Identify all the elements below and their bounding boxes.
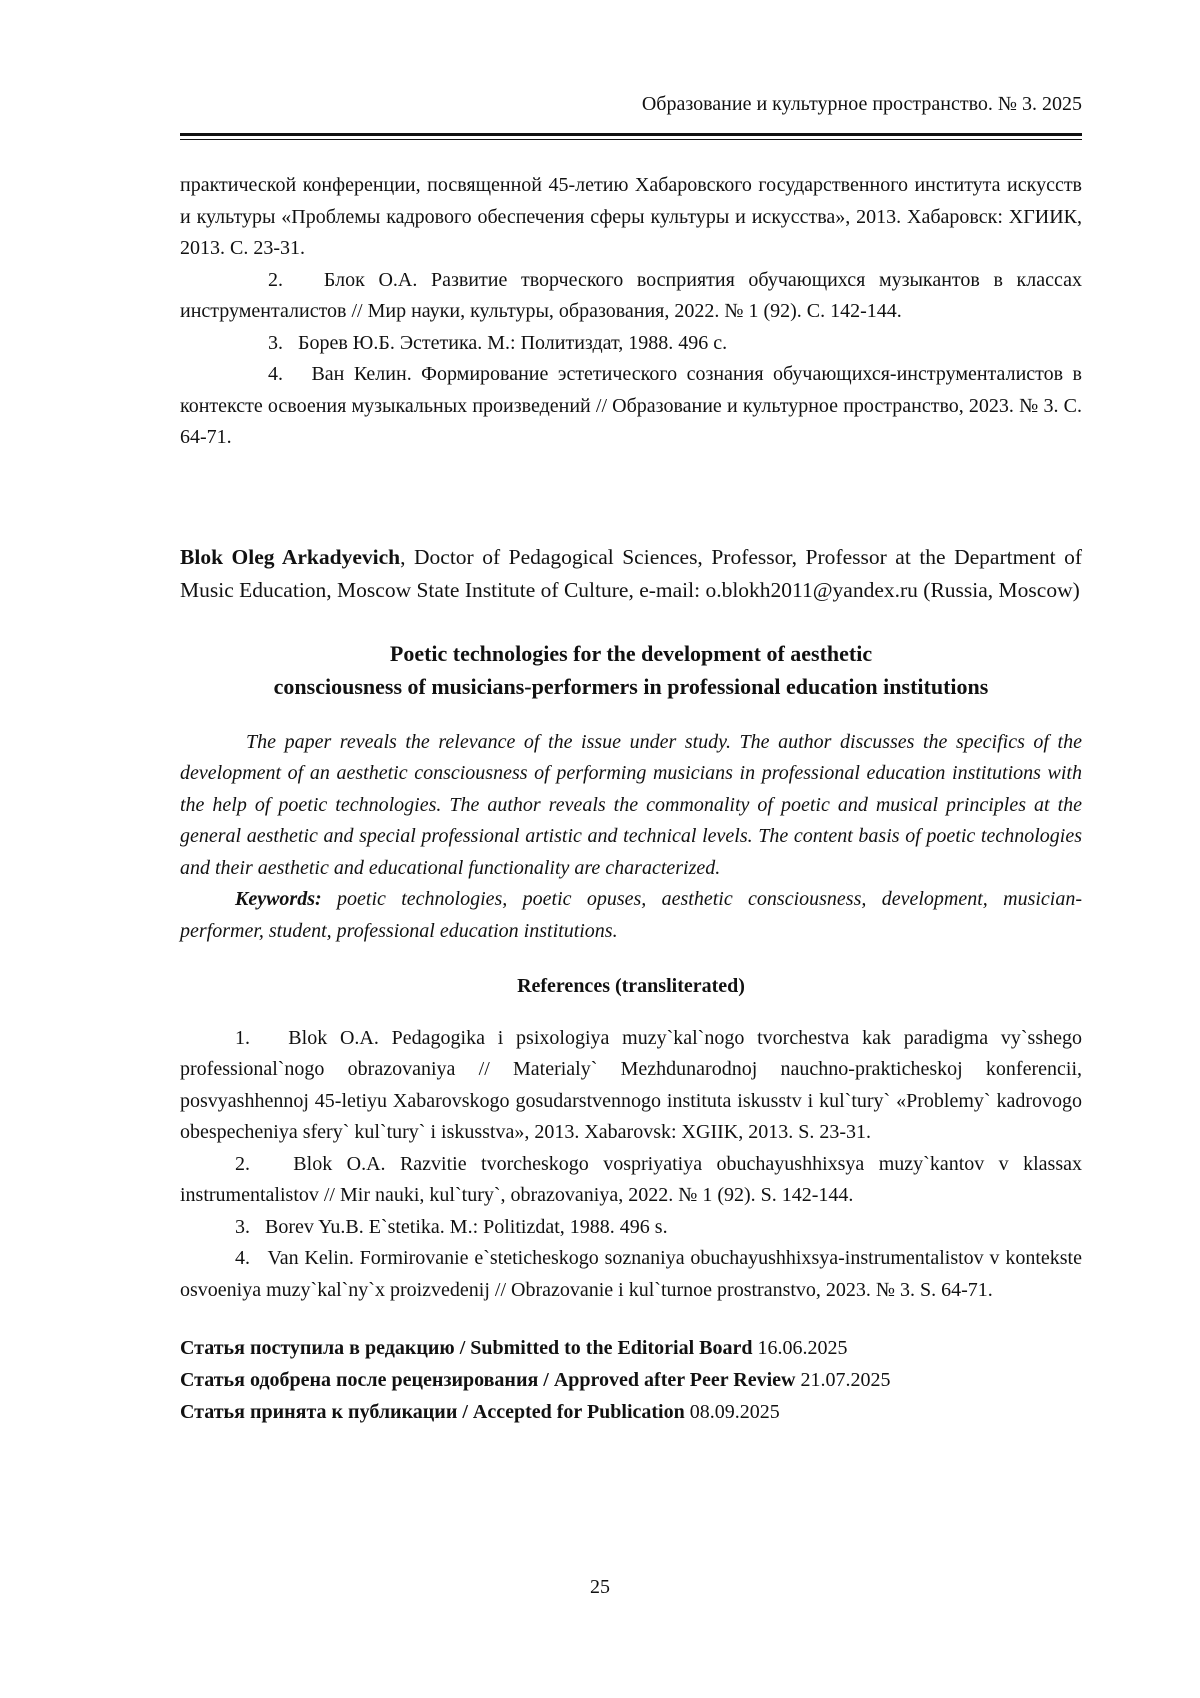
keywords-label: Keywords: (235, 888, 322, 910)
header-rule-thin (180, 139, 1082, 140)
reference-ru-item: 4. Ван Келин. Формирование эстетического сознания обучающихся-инструменталистов в контексте освоения музыкальных произведений // Образование и культурное пространство, 2023. № 3. С. 64-71. (180, 363, 1082, 448)
title-line-2: consciousness of musicians-performers in professional education institutions (273, 673, 989, 699)
date-approved (180, 1364, 1082, 1396)
submission-dates (180, 1332, 1082, 1428)
date-submitted (180, 1332, 1082, 1364)
title-line-1: Poetic technologies for the development of aesthetic (389, 640, 873, 666)
date-value: 16.06.2025 (752, 1337, 848, 1359)
abstract (180, 727, 1082, 948)
reference-ru-item: 2. Блок О.А. Развитие творческого восприятия обучающихся музыкантов в классах инструменталистов // Мир науки, культуры, образования, 2022. № 1 (92). С. 142-144. (180, 268, 1082, 322)
date-accepted (180, 1396, 1082, 1428)
reference-ru-item: 3. Борев Ю.Б. Эстетика. М.: Политиздат, 1988. 496 с. (268, 331, 728, 354)
reference-item: 4. Van Kelin. Formirovanie e`steticheskogo soznaniya obuchayushhixsya-instrumentalistov v kontekste osvoeniya muzy`kal`ny`x proizvedenij // Obrazovanie i kul`turnoe prostranstvo, 2023. № 3. S. 64-71. (180, 1247, 1082, 1301)
reference-item: 2. Blok O.A. Razvitie tvorcheskogo vospriyatiya obuchayushhixsya muzy`kantov v klassax instrumentalistov // Mir nauki, kul`tury`, obrazovaniya, 2022. № 1 (92). S. 142-144. (180, 1152, 1082, 1206)
date-label: Статья одобрена после рецензирования / Approved after Peer Review (180, 1369, 796, 1391)
page-number: 25 (590, 1576, 610, 1598)
journal-header: Образование и культурное пространство. № 3. 2025 (641, 93, 1082, 115)
author-details: , Doctor of Pedagogical Sciences, Professor, Professor at the Department of Music Education, Moscow State Institute of Culture, e-mail: o.blokh2011@yandex.ru (Russia, Moscow) (180, 544, 1082, 602)
article-title (180, 637, 1082, 703)
date-value: 08.09.2025 (684, 1401, 780, 1423)
references-list (180, 1023, 1082, 1307)
reference-ru-continued: практической конференции, посвященной 45-летию Хабаровского государственного института искусств и культуры «Проблемы кадрового обеспечения сферы культуры и искусства», 2013. Хабаровск: ХГИИК, 2013. С. 23-31. (180, 174, 1082, 259)
abstract-text: The paper reveals the relevance of the issue under study. The author discusses the specifics of the development of an aesthetic consciousness of performing musicians in professional education institutions with the help of poetic technologies. The author reveals the commonality of poetic and musical principles at the general aesthetic and special professional artistic and technical levels. The content basis of poetic technologies and their aesthetic and educational functionality are characterized. (180, 730, 1082, 879)
date-label: Статья принята к публикации / Accepted for Publication (180, 1401, 685, 1423)
page-content (180, 170, 1082, 1428)
keywords-list: poetic technologies, poetic opuses, aesthetic consciousness, development, musician-performer, student, professional education institutions. (180, 888, 1082, 942)
keywords (180, 884, 1082, 947)
author-name: Blok Oleg Arkadyevich (180, 544, 401, 569)
author-info (180, 541, 1082, 607)
reference-item: 1. Blok O.A. Pedagogika i psixologiya muzy`kal`nogo tvorchestva kak paradigma vy`sshego professional`nogo obrazovaniya // Materialy` Mezhdunarodnoj nauchno-prakticheskoj konferencii, posvyashhennoj 45-letiyu Xabarovskogo gosudarstvennogo instituta iskusstv i kul`tury` «Problemy` kadrovogo obespecheniya sfery` kul`tury` i iskusstva», 2013. Xabarovsk: XGIIK, 2013. S. 23-31. (180, 1026, 1082, 1143)
reference-item: 3. Borev Yu.B. E`stetika. M.: Politizdat, 1988. 496 s. (235, 1215, 668, 1238)
references-heading: References (transliterated) (517, 975, 745, 997)
date-value: 21.07.2025 (795, 1369, 891, 1391)
date-label: Статья поступила в редакцию / Submitted to the Editorial Board (180, 1337, 753, 1359)
header-rule-thick (180, 133, 1082, 136)
